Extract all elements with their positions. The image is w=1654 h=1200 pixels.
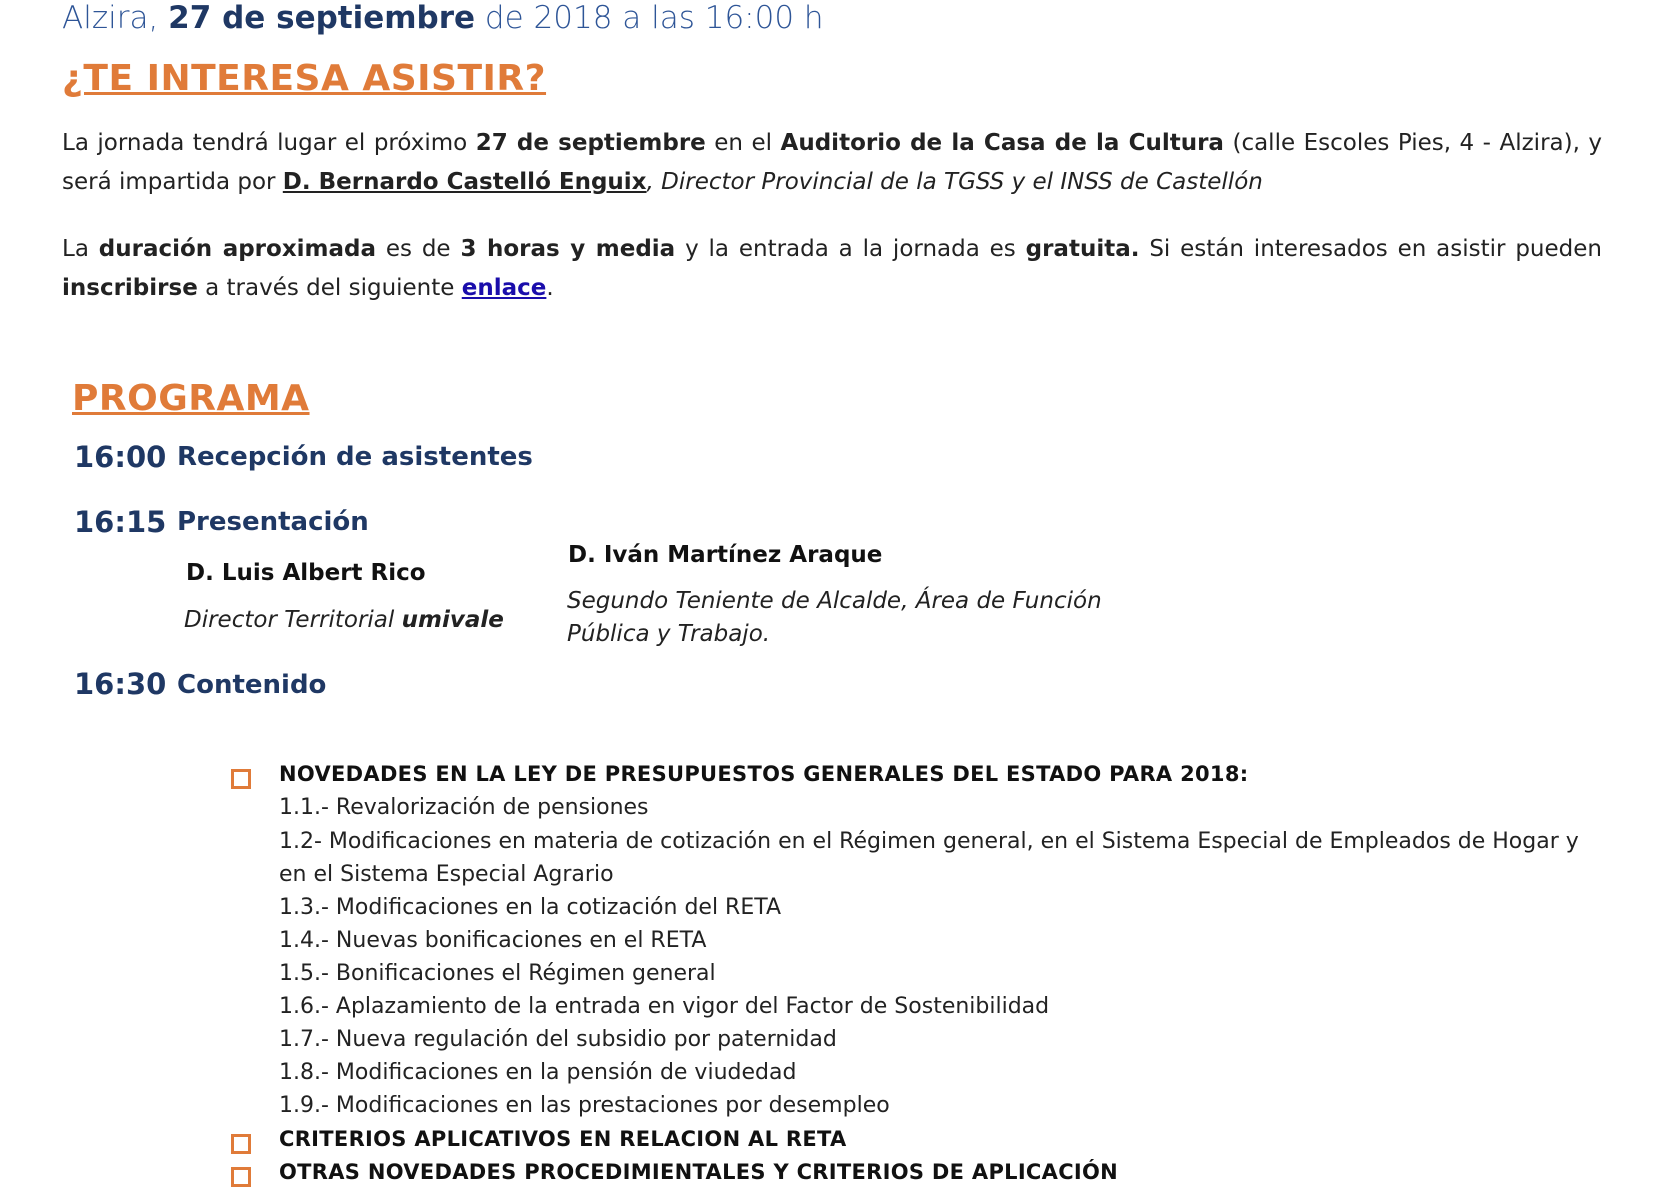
para2-text-4: Si están interesados en asistir pueden [1149, 236, 1602, 262]
program-time-1: 16:00 [74, 440, 167, 474]
sub-item: 1.4.- Nuevas bonificaciones en el RETA [279, 928, 707, 953]
program-time-2: 16:15 [74, 505, 167, 539]
para2-text-5: a través del siguiente [205, 275, 455, 301]
para2-register: inscribirse [62, 275, 198, 301]
speaker-right-name: D. Iván Martínez Araque [568, 542, 883, 568]
venue-paragraph [62, 124, 1602, 202]
speaker-left-org: umivale [401, 607, 504, 633]
program-time-3: 16:30 [74, 667, 167, 701]
sub-item: 1.7.- Nueva regulación del subsidio por paternidad [279, 1027, 837, 1052]
registration-link[interactable]: enlace [461, 275, 547, 301]
sub-item: 1.8.- Modificaciones en la pensión de viudedad [279, 1060, 797, 1085]
section-3-heading: OTRAS NOVEDADES PROCEDIMIENTALES Y CRITERIOS DE APLICACIÓN [279, 1160, 1119, 1184]
para1-venue: Auditorio de la Casa de la Cultura [780, 130, 1224, 156]
square-bullet-icon [231, 1134, 251, 1154]
section-2-heading: CRITERIOS APLICATIVOS EN RELACION AL RETA [279, 1127, 847, 1151]
speaker-left-name: D. Luis Albert Rico [186, 560, 426, 586]
para1-text-2: en el [714, 130, 773, 156]
program-title-2: Presentación [177, 507, 369, 537]
programa-heading: PROGRAMA [72, 378, 310, 419]
para2-text-1: La [62, 236, 89, 262]
sub-item: 1.5.- Bonificaciones el Régimen general [279, 961, 716, 986]
para2-duration-label: duración aproximada [98, 236, 377, 262]
sub-item: 1.6.- Aplazamiento de la entrada en vigor del Factor de Sostenibilidad [279, 994, 1050, 1019]
program-title-1: Recepción de asistentes [177, 442, 533, 472]
sub-item: 1.1.- Revalorización de pensiones [279, 795, 649, 820]
para1-speaker: D. Bernardo Castelló Enguix [282, 169, 647, 195]
para1-date: 27 de septiembre [475, 130, 706, 156]
program-title-3: Contenido [177, 670, 327, 700]
speaker-left-role-text: Director Territorial [184, 607, 395, 633]
para1-speaker-role: , Director Provincial de la TGSS y el INSS de Castellón [646, 169, 1263, 195]
speaker-right-role: Segundo Teniente de Alcalde, Área de Función Pública y Trabajo. [567, 588, 1102, 647]
speaker-left-role [184, 604, 504, 637]
dateline-prefix: Alzira, [62, 0, 159, 36]
para2-duration: 3 horas y media [460, 236, 676, 262]
registration-paragraph [62, 230, 1602, 308]
para2-free: gratuita. [1025, 236, 1140, 262]
para1-text-3: (calle Escoles Pies, 4 - Alzira), y será impartida por [62, 130, 1603, 195]
para2-text-2: es de [385, 236, 451, 262]
para1-text-1: La jornada tendrá lugar el próximo [62, 130, 468, 156]
attend-heading: ¿TE INTERESA ASISTIR? [62, 58, 547, 99]
sub-item: 1.3.- Modificaciones en la cotización del RETA [279, 895, 782, 920]
square-bullet-icon [231, 769, 251, 789]
dateline-suffix: de 2018 a las 16:00 h [484, 0, 824, 36]
para2-period: . [546, 275, 554, 301]
dateline [62, 0, 824, 36]
para2-text-3: y la entrada a la jornada es [685, 236, 1016, 262]
sub-item: 1.2- Modificaciones en materia de cotización en el Régimen general, en el Sistema Especial de Empleados de Hogar y en el Sistema Especial Agrario [279, 829, 1579, 887]
square-bullet-icon [231, 1167, 251, 1187]
section-1-heading: NOVEDADES EN LA LEY DE PRESUPUESTOS GENERALES DEL ESTADO PARA 2018: [279, 762, 1249, 786]
dateline-date: 27 de septiembre [168, 0, 476, 36]
sub-item: 1.9.- Modificaciones en las prestaciones por desempleo [279, 1093, 890, 1118]
